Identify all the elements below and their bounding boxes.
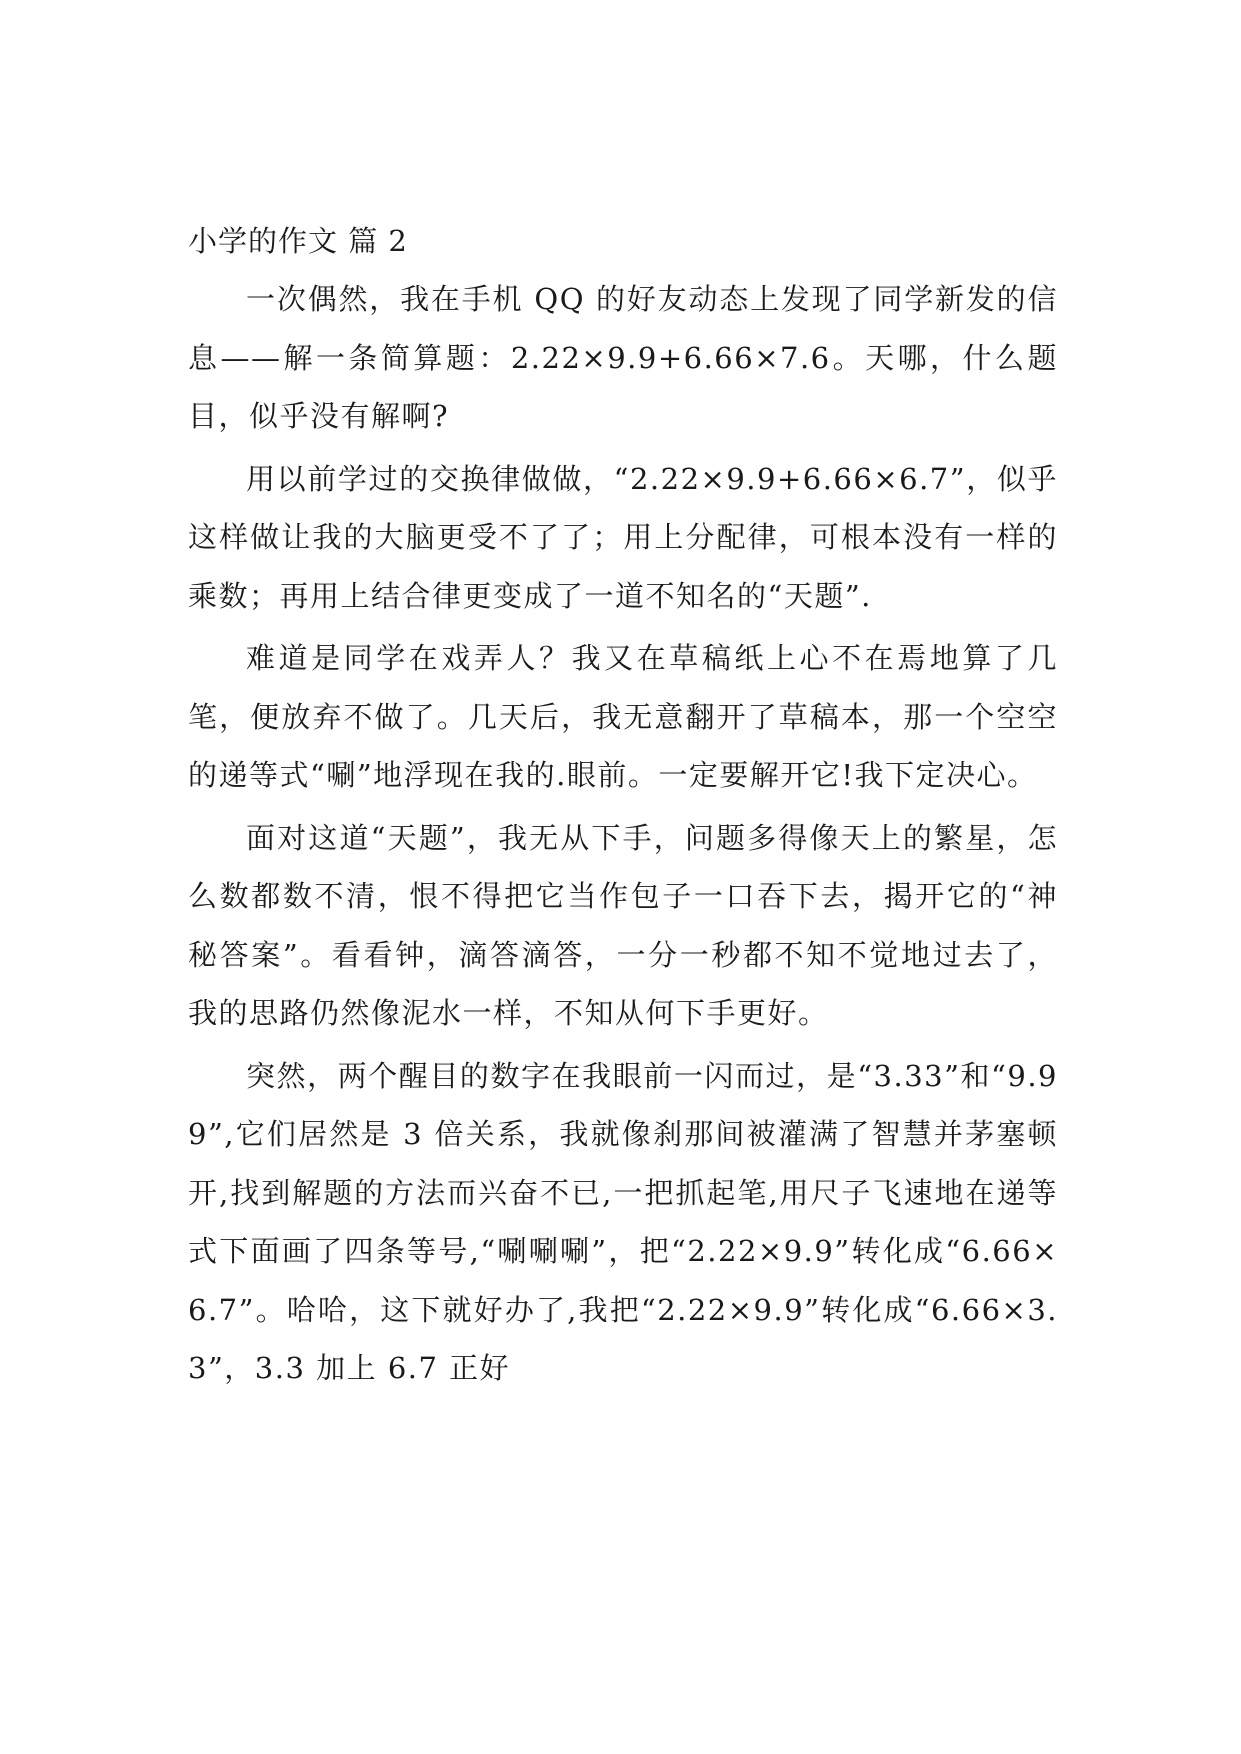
document-page	[188, 220, 1058, 1402]
paragraph-2: 用以前学过的交换律做做，“2.22×9.9+6.66×6.7”，似乎这样做让我的大脑更受不了了；用上分配律，可根本没有一样的乘数；再用上结合律更变成了一道不知名的“天题”.	[188, 461, 1058, 613]
paragraph-4: 面对这道“天题”，我无从下手，问题多得像天上的繁星，怎么数都数不清，恨不得把它当作包子一口吞下去，揭开它的“神秘答案”。看看钟，滴答滴答，一分一秒都不知不觉地过去了，我的思路仍然像泥水一样，不知从何下手更好。	[188, 820, 1058, 1030]
paragraph-5: 突然，两个醒目的数字在我眼前一闪而过，是“3.33”和“9.99”,它们居然是 3 倍关系，我就像刹那间被灌满了智慧并茅塞顿开,找到解题的方法而兴奋不已,一把抓起笔,用尺子飞速地在递等式下面画了四条等号,“唰唰唰”，把“2.22×9.9”转化成“6.66×6.7”。哈哈，这下就好办了,我把“2.22×9.9”转化成“6.66×3.3”，3.3 加上 6.7 正好	[188, 1058, 1058, 1385]
paragraph-1: 一次偶然，我在手机 QQ 的好友动态上发现了同学新发的信息——解一条简算题：2.22×9.9+6.66×7.6。天哪，什么题目，似乎没有解啊?	[188, 282, 1058, 433]
paragraph-3: 难道是同学在戏弄人？我又在草稿纸上心不在焉地算了几笔，便放弃不做了。几天后，我无意翻开了草稿本，那一个空空的递等式“唰”地浮现在我的.眼前。一定要解开它!我下定决心。	[188, 641, 1058, 792]
essay-title: 小学的作文 篇 2	[188, 224, 408, 258]
